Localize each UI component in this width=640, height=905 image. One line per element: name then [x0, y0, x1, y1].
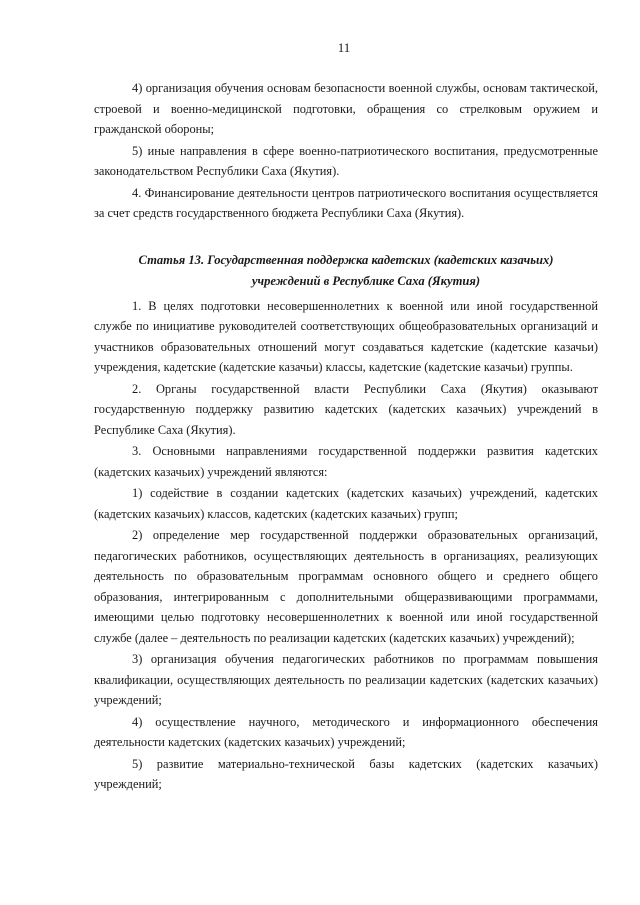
- paragraph-item-5: 5) иные направления в сфере военно-патриотического воспитания, предусмотренные законодательством Республики Саха (Якутия).: [94, 143, 598, 178]
- paragraph-item-4: 4) организация обучения основам безопасности военной службы, основам тактической, строевой и военно-медицинской подготовки, обращения со стрелковым оружием и гражданской обороны;: [94, 81, 598, 136]
- article-subitem-5: 5) развитие материально-технической базы кадетских (кадетских казачьих) учреждений;: [94, 756, 598, 791]
- article-title-line1: Статья 13. Государственная поддержка кадетских (кадетских казачьих): [138, 252, 554, 267]
- article-paragraph-2: 2. Органы государственной власти Республики Саха (Якутия) оказывают государственную поддержку развитию кадетских (кадетских казачьих) учреждений в Республике Саха (Якутия).: [94, 381, 598, 437]
- article-paragraph-1: 1. В целях подготовки несовершеннолетних к военной или иной государственной службе по инициативе руководителей соответствующих общеобразовательных организаций и участников образовательных отношений могут создаваться кадетские (кадетские казачьи) учреждения, кадетские (кадетские казачьи) классы, кадетские (кадетские казачьи) группы.: [94, 298, 598, 374]
- article-subitem-4: 4) осуществление научного, методического и информационного обеспечения деятельности кадетских (кадетских казачьих) учреждений;: [94, 714, 598, 749]
- article-paragraph-3: 3. Основными направлениями государственной поддержки развития кадетских (кадетских казачьих) учреждений являются:: [94, 444, 598, 479]
- page-number: 11: [337, 40, 351, 55]
- article-subitem-2: 2) определение мер государственной поддержки образовательных организаций, педагогических работников, осуществляющих деятельность в организациях, реализующих деятельность по образовательным программам основного общего и среднего общего образования, интегрированным с дополнительными общеразвивающими программами, имеющими целью подготовку несовершеннолетних к военной или иной государственной службе (далее – деятельность по реализации кадетских (кадетских казачьих) учреждений);: [94, 528, 598, 645]
- article-13-title: [94, 250, 598, 292]
- article-title-line2: учреждений в Республике Саха (Якутия): [251, 273, 481, 288]
- paragraph-financing: 4. Финансирование деятельности центров патриотического воспитания осуществляется за счет средств государственного бюджета Республики Саха (Якутия).: [94, 185, 598, 220]
- article-subitem-1: 1) содействие в создании кадетских (кадетских казачьих) учреждений, кадетских (кадетских казачьих) классов, кадетских (кадетских казачьих) групп;: [94, 486, 598, 521]
- article-subitem-3: 3) организация обучения педагогических работников по программам повышения квалификации, осуществляющих деятельность по реализации кадетских (кадетских казачьих) учреждений;: [94, 652, 598, 707]
